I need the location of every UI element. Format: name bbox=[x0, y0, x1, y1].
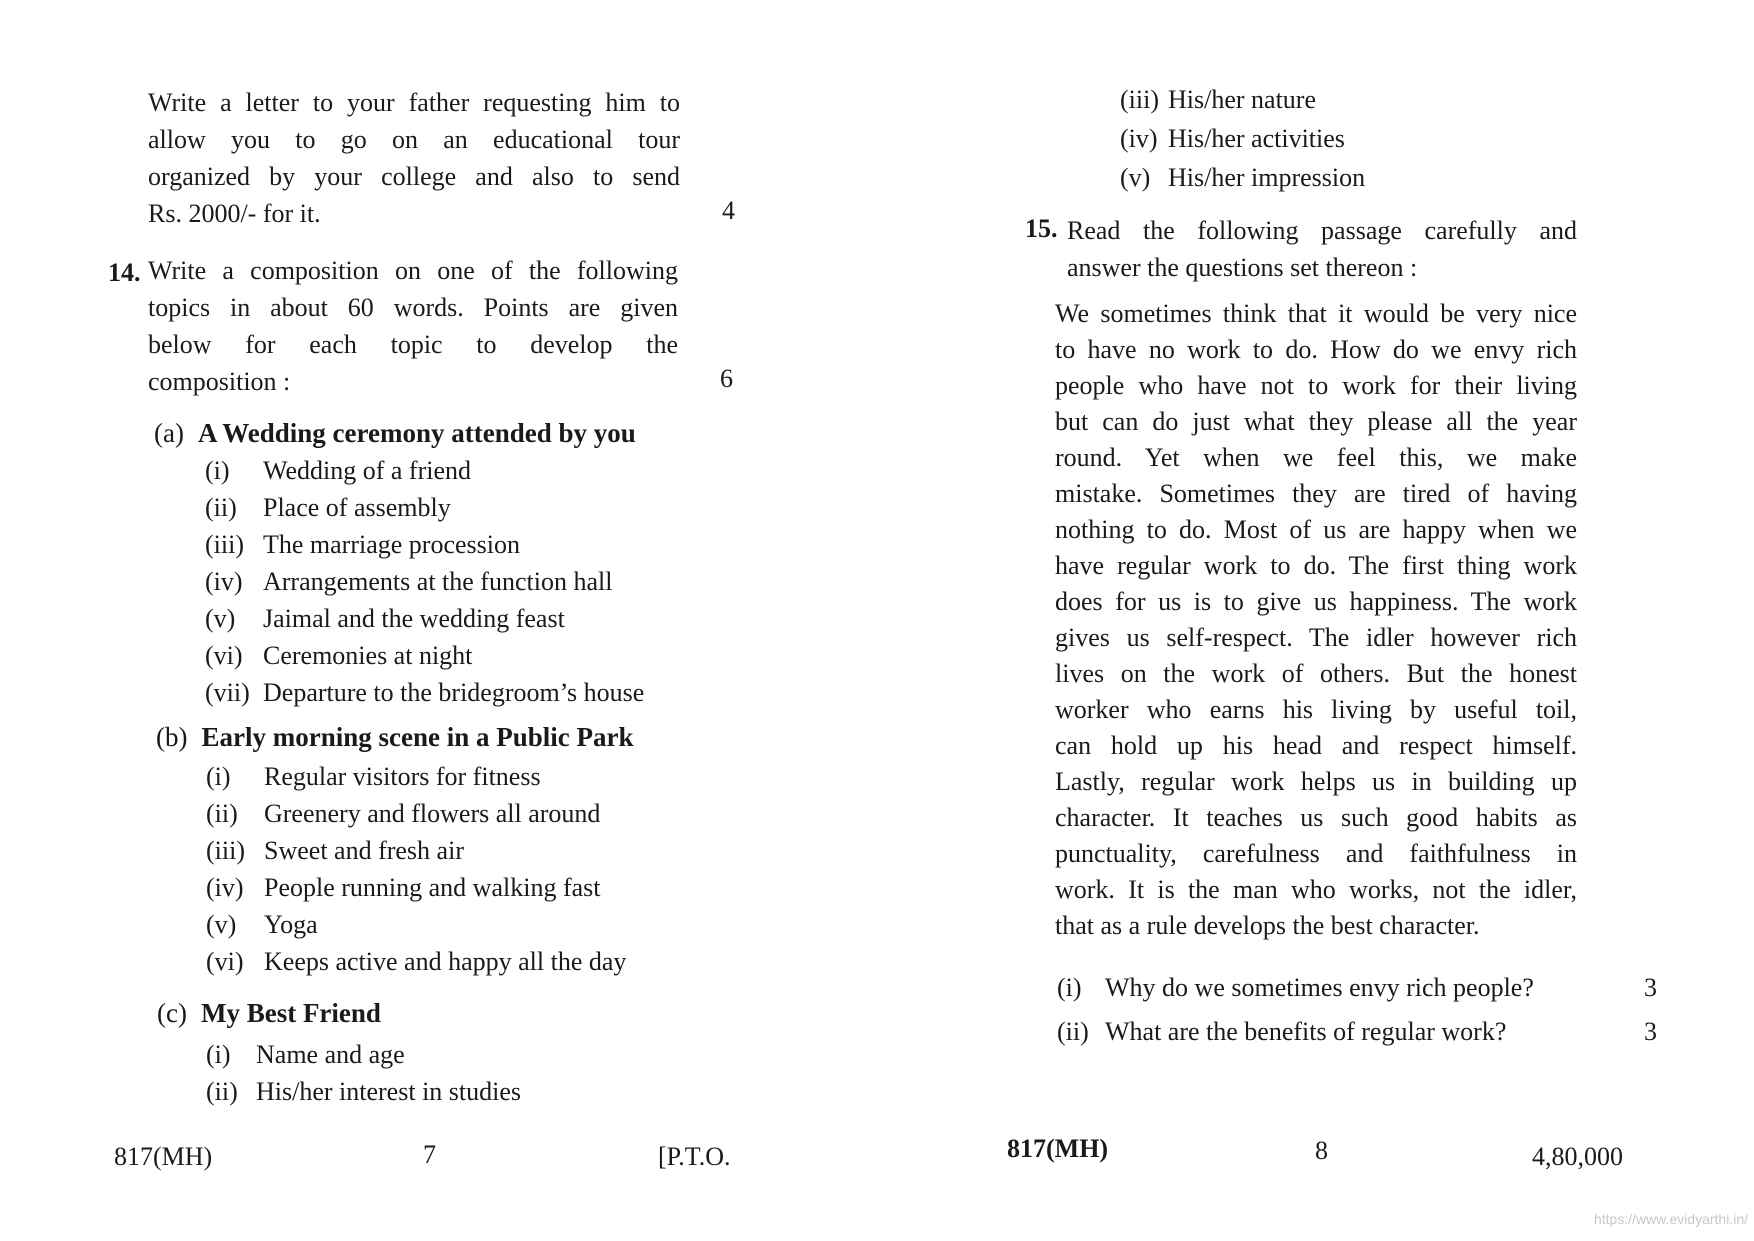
topic-c-continued-points bbox=[1120, 80, 1520, 197]
passage-line: to have no work to do. How do we envy rich bbox=[1055, 335, 1577, 364]
comprehension-questions bbox=[1057, 966, 1657, 1054]
list-item: (vi) Ceremonies at night bbox=[205, 641, 473, 670]
topic-a-title: A Wedding ceremony attended by you bbox=[197, 418, 636, 448]
q14-number: 14. bbox=[108, 258, 141, 287]
q14-line: below for each topic to develop the bbox=[148, 330, 678, 359]
question-row: (i) Why do we sometimes envy rich people? 3 bbox=[1057, 966, 1657, 1010]
topic-a-label: (a) bbox=[154, 418, 184, 448]
q15-instruction bbox=[1067, 212, 1577, 286]
footer-page-number: 8 bbox=[1315, 1136, 1328, 1165]
watermark-url: https://www.evidyarthi.in/ bbox=[1593, 1211, 1748, 1227]
passage-line: but can do just what they please all the year bbox=[1055, 407, 1577, 436]
q13-text bbox=[148, 84, 680, 232]
passage-line: mistake. Sometimes they are tired of having bbox=[1055, 479, 1577, 508]
q14-line: composition : bbox=[148, 367, 291, 396]
list-item: (v) Yoga bbox=[206, 910, 318, 939]
topic-c-heading bbox=[157, 998, 381, 1029]
list-item: (ii) Greenery and flowers all around bbox=[206, 799, 601, 828]
passage-line: have regular work to do. The first thing work bbox=[1055, 551, 1577, 580]
right-page bbox=[877, 0, 1754, 1241]
footer-copies: 4,80,000 bbox=[1532, 1142, 1623, 1171]
list-item: (i) Regular visitors for fitness bbox=[206, 762, 541, 791]
q14-text bbox=[148, 252, 678, 400]
passage-line: nothing to do. Most of us are happy when we bbox=[1055, 515, 1577, 544]
topic-b-points bbox=[206, 758, 726, 980]
list-item: (iii) His/her nature bbox=[1120, 85, 1317, 114]
topic-b-label: (b) bbox=[156, 722, 188, 752]
q13-marks: 4 bbox=[722, 196, 735, 225]
list-item: (iii) The marriage procession bbox=[205, 530, 521, 559]
list-item: (iv) People running and walking fast bbox=[206, 873, 601, 902]
q13-line: organized by your college and also to send bbox=[148, 162, 680, 191]
list-item: (v) Jaimal and the wedding feast bbox=[205, 604, 565, 633]
list-item: (ii) His/her interest in studies bbox=[206, 1077, 522, 1106]
topic-c-title: My Best Friend bbox=[200, 998, 381, 1028]
passage-line: round. Yet when we feel this, we make bbox=[1055, 443, 1577, 472]
list-item: (vii) Departure to the bridegroom’s house bbox=[205, 678, 645, 707]
passage-line: does for us is to give us happiness. The work bbox=[1055, 587, 1577, 616]
q15-line: Read the following passage carefully and bbox=[1067, 216, 1577, 245]
topic-c-points bbox=[206, 1036, 726, 1110]
question-marks: 3 bbox=[1644, 1017, 1657, 1046]
list-item: (iv) His/her activities bbox=[1120, 124, 1345, 153]
q13-line: Write a letter to your father requesting him to bbox=[148, 88, 680, 117]
list-item: (iii) Sweet and fresh air bbox=[206, 836, 464, 865]
passage-line: We sometimes think that it would be very nice bbox=[1055, 299, 1577, 328]
list-item: (vi) Keeps active and happy all the day bbox=[206, 947, 627, 976]
question-row: (ii) What are the benefits of regular work? 3 bbox=[1057, 1010, 1657, 1054]
passage-line: that as a rule develops the best character. bbox=[1055, 911, 1480, 940]
passage-line: gives us self-respect. The idler however rich bbox=[1055, 623, 1577, 652]
passage-line: work. It is the man who works, not the idler, bbox=[1055, 875, 1577, 904]
q14-line: Write a composition on one of the following bbox=[148, 256, 678, 285]
passage-line: Lastly, regular work helps us in building up bbox=[1055, 767, 1577, 796]
q15-number: 15. bbox=[1025, 214, 1058, 243]
q14-marks: 6 bbox=[720, 364, 733, 393]
passage-line: can hold up his head and respect himself. bbox=[1055, 731, 1577, 760]
list-item: (i) Wedding of a friend bbox=[205, 456, 471, 485]
q14-line: topics in about 60 words. Points are given bbox=[148, 293, 678, 322]
list-item: (iv) Arrangements at the function hall bbox=[205, 567, 613, 596]
list-item: (i) Name and age bbox=[206, 1040, 405, 1069]
topic-a-heading bbox=[154, 418, 636, 449]
passage-line: punctuality, carefulness and faithfulness in bbox=[1055, 839, 1577, 868]
q15-line: answer the questions set thereon : bbox=[1067, 253, 1418, 282]
list-item: (v) His/her impression bbox=[1120, 163, 1366, 192]
topic-b-title: Early morning scene in a Public Park bbox=[201, 722, 634, 752]
passage bbox=[1055, 296, 1577, 944]
list-item: (ii) Place of assembly bbox=[205, 493, 451, 522]
topic-b-heading bbox=[156, 722, 633, 753]
q13-line: allow you to go on an educational tour bbox=[148, 125, 680, 154]
passage-line: people who have not to work for their living bbox=[1055, 371, 1577, 400]
q13-line: Rs. 2000/- for it. bbox=[148, 199, 321, 228]
footer-code: 817(MH) bbox=[114, 1142, 213, 1171]
topic-a-points bbox=[205, 452, 725, 711]
passage-line: character. It teaches us such good habits as bbox=[1055, 803, 1577, 832]
passage-line: worker who earns his living by useful toil, bbox=[1055, 695, 1577, 724]
question-marks: 3 bbox=[1644, 973, 1657, 1002]
footer-code: 817(MH) bbox=[1007, 1134, 1109, 1163]
footer-page-number: 7 bbox=[423, 1140, 436, 1169]
topic-c-label: (c) bbox=[157, 998, 187, 1028]
footer-pto: [P.T.O. bbox=[658, 1142, 731, 1171]
passage-line: lives on the work of others. But the honest bbox=[1055, 659, 1577, 688]
